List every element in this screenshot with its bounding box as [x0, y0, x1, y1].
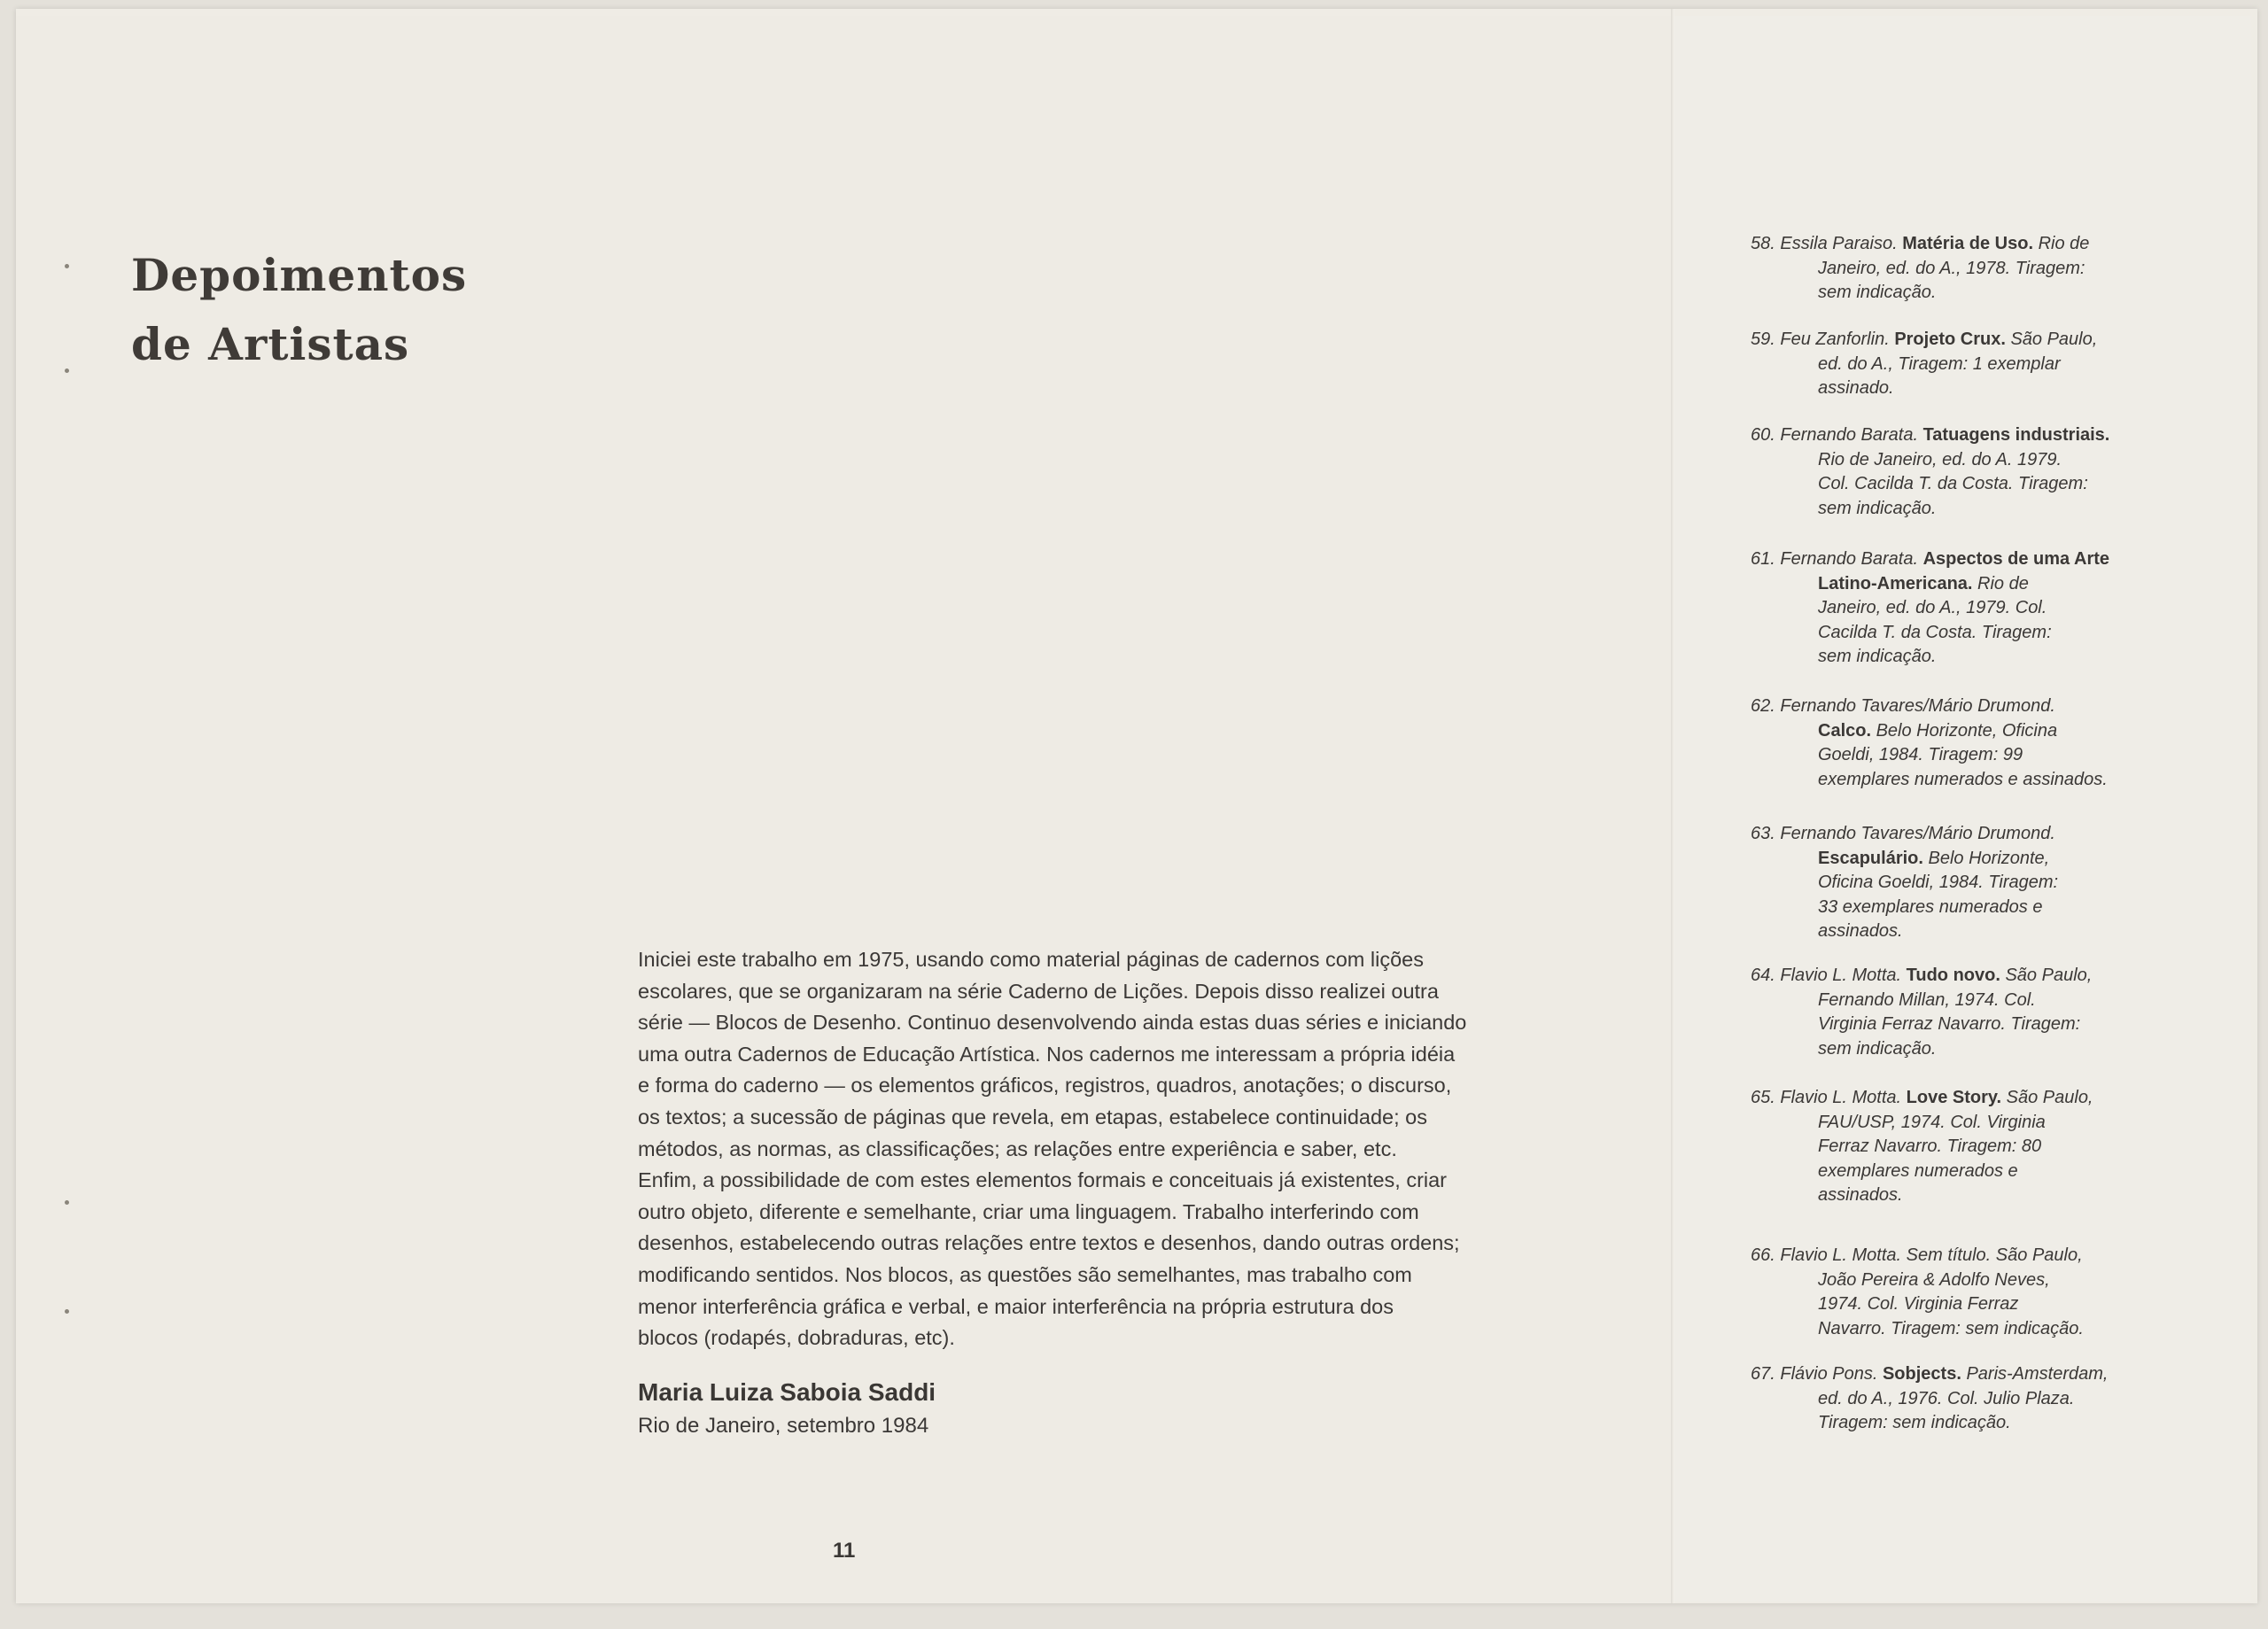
catalog-entry-line: ed. do A., Tiragem: 1 exemplar [1818, 353, 2061, 374]
statement-line: série — Blocos de Desenho. Continuo desenvolvendo ainda estas duas séries e iniciando [638, 1011, 1467, 1035]
catalog-entry [1751, 328, 2194, 401]
catalog-entry [1751, 1244, 2194, 1341]
statement-line: os textos; a sucessão de páginas que revela, em etapas, estabelece continuidade; os [638, 1105, 1427, 1129]
catalog-entry-number: 64. [1751, 966, 1781, 985]
catalog-entry-title: Latino-Americana. [1818, 573, 1978, 593]
statement-line: métodos, as normas, as classificações; as relações entre experiência e saber, etc. [638, 1136, 1397, 1160]
catalog-entry-line: Col. Cacilda T. da Costa. Tiragem: [1818, 474, 2088, 493]
catalog-entry-first-line [1751, 822, 2194, 847]
catalog-entry-title: Tatuagens industriais. [1922, 425, 2110, 445]
statement-line: blocos (rodapés, dobraduras, etc). [638, 1326, 955, 1350]
catalog-entry-first-line [1751, 1362, 2194, 1387]
catalog-entry-details: São Paulo, [2010, 330, 2098, 349]
catalog-entry-artist: Fernando Tavares/Mário Drumond. [1780, 824, 2055, 843]
punch-hole [65, 1309, 69, 1314]
catalog-entry-line: Tiragem: sem indicação. [1818, 1413, 2011, 1432]
statement-line: uma outra Cadernos de Educação Artística. Nos cadernos me interessam a própria idéia [638, 1042, 1456, 1066]
catalog-entry-line: Virginia Ferraz Navarro. Tiragem: [1818, 1014, 2081, 1034]
statement-line: Iniciei este trabalho em 1975, usando como material páginas de cadernos com lições [638, 948, 1424, 971]
catalog-entry [1751, 1362, 2194, 1436]
page-number: 11 [833, 1539, 856, 1563]
catalog-entry-first-line [1751, 547, 2194, 572]
catalog-entry-line: sem indicação. [1818, 283, 1937, 302]
catalog-entry-artist: Fernando Barata. [1780, 549, 1923, 569]
punch-hole [65, 264, 69, 268]
catalog-entry-first-line [1751, 232, 2194, 257]
catalog-entry-details: São Paulo, [2005, 966, 2093, 985]
catalog-entry-number: 59. [1751, 330, 1781, 349]
place-date: Rio de Janeiro, setembro 1984 [638, 1414, 929, 1438]
catalog-entry-number: 61. [1751, 549, 1781, 569]
catalog-entry-line: sem indicação. [1818, 1038, 1937, 1059]
catalog-entry-artist: Fernando Tavares/Mário Drumond. [1780, 696, 2055, 716]
catalog-entry-title: Aspectos de uma Arte [1922, 549, 2110, 569]
catalog-entry-artist: Essila Paraiso. [1780, 234, 1903, 253]
catalog-entry-line: Janeiro, ed. do A., 1979. Col. [1818, 598, 2047, 617]
catalog-entry-details: Rio de [1977, 573, 2029, 593]
catalog-entry-artist: Fernando Barata. [1780, 425, 1923, 445]
catalog-entry-first-line [1751, 694, 2194, 719]
catalog-entry-title: Tudo novo. [1906, 966, 2006, 985]
catalog-entry-title: Escapulário. [1818, 848, 1929, 868]
catalog-entry [1751, 547, 2194, 670]
catalog-entry-line: FAU/USP, 1974. Col. Virginia [1818, 1112, 2046, 1132]
catalog-entry-line: sem indicação. [1818, 647, 1937, 666]
catalog-entry-line: assinado. [1818, 378, 1894, 398]
catalog-entry-first-line [1751, 1244, 2194, 1268]
catalog-entry-line [1751, 847, 2194, 872]
catalog-entry [1751, 822, 2194, 944]
catalog-entry-line: assinados. [1818, 1185, 1903, 1205]
catalog-entry-artist: Flávio Pons. [1780, 1364, 1883, 1384]
catalog-entry-details: Rio de [2038, 234, 2090, 253]
catalog-entry-line: ed. do A., 1976. Col. Julio Plaza. [1818, 1388, 2075, 1408]
catalog-entry-number: 66. [1751, 1245, 1781, 1265]
catalog-entry-line: Rio de Janeiro, ed. do A. 1979. [1818, 449, 2062, 469]
statement-line: menor interferência gráfica e verbal, e maior interferência na própria estrutura dos [638, 1294, 1394, 1318]
page-title-line-2: de Artistas [131, 318, 410, 370]
catalog-entry-details: Paris-Amsterdam, [1966, 1364, 2109, 1384]
punch-hole [65, 368, 69, 373]
catalog-entry-line: 1974. Col. Virginia Ferraz [1818, 1294, 2019, 1314]
catalog-entry-details: São Paulo, [1995, 1245, 2083, 1265]
catalog-entry-number: 63. [1751, 824, 1781, 843]
catalog-entry-line: 33 exemplares numerados e [1818, 896, 2043, 917]
statement-line: Enfim, a possibilidade de com estes elementos formais e conceituais já existentes, criar [638, 1168, 1448, 1192]
catalog-entry-artist: Flavio L. Motta. Sem título. [1780, 1245, 1996, 1265]
page-title [131, 241, 467, 379]
punch-hole [65, 1200, 69, 1205]
catalog-entry [1751, 232, 2194, 306]
catalog-entry-line: Navarro. Tiragem: sem indicação. [1818, 1318, 2084, 1338]
catalog-entry-details: Belo Horizonte, Oficina [1876, 720, 2058, 741]
catalog-entry-first-line [1751, 964, 2194, 989]
catalog-entry-line: Ferraz Navarro. Tiragem: 80 [1818, 1136, 2042, 1156]
catalog-entry-artist: Feu Zanforlin. [1780, 330, 1895, 349]
catalog-entry [1751, 694, 2194, 792]
author-name: Maria Luiza Saboia Saddi [638, 1378, 936, 1406]
catalog-entry-first-line [1751, 1086, 2194, 1111]
catalog-entry [1751, 423, 2194, 521]
catalog-entry-artist: Flavio L. Motta. [1780, 1088, 1907, 1107]
catalog-entry-line: exemplares numerados e assinados. [1818, 769, 2108, 789]
catalog-entry-title: Love Story. [1906, 1088, 2007, 1107]
catalog-entry-line: assinados. [1818, 921, 1903, 941]
catalog-entry [1751, 964, 2194, 1061]
catalog-entry-line: Fernando Millan, 1974. Col. [1818, 989, 2036, 1010]
catalog-entry-first-line [1751, 328, 2194, 353]
catalog-entry-details: São Paulo, [2006, 1088, 2093, 1107]
catalog-entry-line: Janeiro, ed. do A., 1978. Tiragem: [1818, 258, 2085, 278]
catalog-entry-number: 67. [1751, 1364, 1781, 1384]
statement-line: escolares, que se organizaram na série Caderno de Lições. Depois disso realizei outra [638, 979, 1439, 1003]
catalog-entry-title: Projeto Crux. [1894, 330, 2011, 349]
catalog-entry-line: sem indicação. [1818, 498, 1937, 518]
catalog-entry-number: 60. [1751, 425, 1781, 445]
catalog-entry-line: João Pereira & Adolfo Neves, [1818, 1269, 2050, 1290]
catalog-entry-title: Calco. [1818, 720, 1876, 741]
statement-line: modificando sentidos. Nos blocos, as questões são semelhantes, mas trabalho com [638, 1262, 1412, 1286]
artist-statement [638, 944, 1577, 1354]
catalog-entry-artist: Flavio L. Motta. [1780, 966, 1907, 985]
catalog-entry-title: Sobjects. [1882, 1364, 1967, 1384]
catalog-entry-title: Matéria de Uso. [1902, 234, 2039, 253]
catalog-entry-line: Goeldi, 1984. Tiragem: 99 [1818, 745, 2023, 764]
catalog-entry-number: 58. [1751, 234, 1781, 253]
statement-line: outro objeto, diferente e semelhante, criar uma linguagem. Trabalho interferindo com [638, 1199, 1419, 1223]
statement-line: e forma do caderno — os elementos gráficos, registros, quadros, anotações; o discurso, [638, 1074, 1452, 1098]
catalog-entry-line: exemplares numerados e [1818, 1160, 2018, 1181]
catalog-entry-details: Belo Horizonte, [1928, 848, 2050, 868]
catalog-entry-number: 65. [1751, 1088, 1781, 1107]
statement-line: desenhos, estabelecendo outras relações entre textos e desenhos, dando outras ordens; [638, 1231, 1460, 1255]
catalog-entry-first-line [1751, 423, 2194, 448]
catalog-entry-number: 62. [1751, 696, 1781, 716]
catalog-entry [1751, 1086, 2194, 1208]
catalog-entry-line: Oficina Goeldi, 1984. Tiragem: [1818, 873, 2059, 892]
catalog-entry-line [1751, 719, 2194, 744]
catalog-entry-line: Cacilda T. da Costa. Tiragem: [1818, 622, 2052, 642]
page-title-line-1: Depoimentos [131, 249, 468, 301]
catalog-entry-line [1751, 572, 2194, 597]
